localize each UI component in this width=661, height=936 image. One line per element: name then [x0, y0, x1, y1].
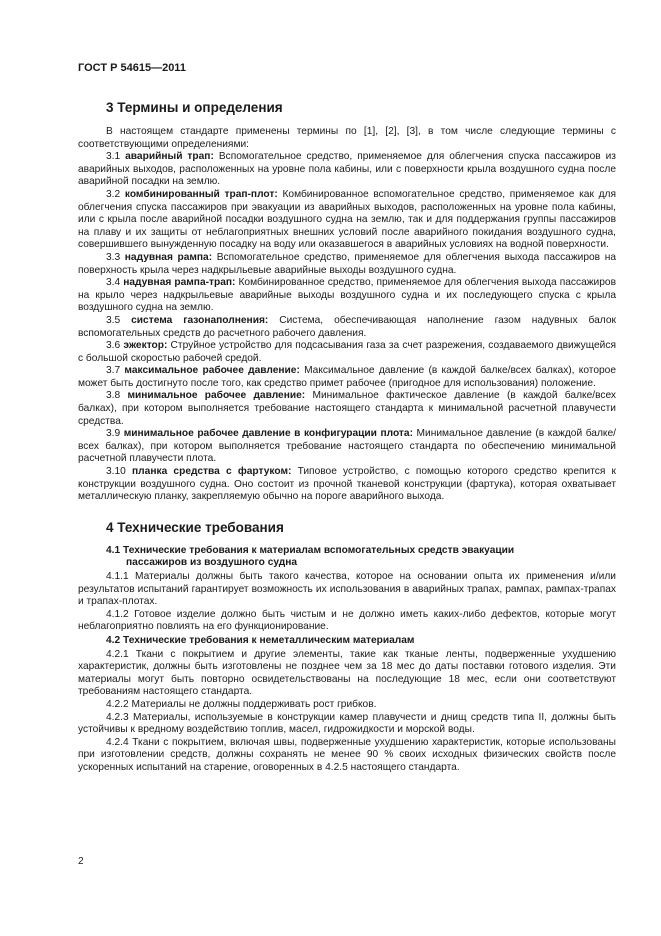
term-3-6-name: эжектор:: [123, 340, 168, 352]
paragraph-4-2-2: 4.2.2 Материалы не должны поддерживать рост грибков.: [106, 698, 377, 710]
section-3-title: 3 Термины и определения: [106, 100, 283, 115]
term-3-5-name: система газонаполнения:: [131, 314, 269, 326]
term-3-7-name: максимальное рабочее давление:: [124, 365, 300, 377]
term-3-4-name: надувная рампа-трап:: [123, 277, 236, 289]
term-3-1-name: аварийный трап:: [125, 151, 214, 163]
paragraph-4-2-4: 4.2.4 Ткани с покрытием, включая швы, подверженные ухудшению характеристик, которые использованы при изготовлении средств, должны сохранять не менее 90 % своих исходных физических свойств после ускоренных испытаний на старение, оговоренных в 4.2.5 настоящего стандарта.: [78, 736, 616, 773]
section-3-intro: В настоящем стандарте применены термины по [1], [2], [3], в том числе следующие термины с соответствующими определениями:: [78, 126, 616, 150]
term-3-1: 3.1 аварийный трап: Вспомогательное средство, применяемое для облегчения спуска пассажиров из аварийных выходов, расположенных на уровне пола кабины, или с поверхности крыла воздушного судна после аварийной посадки на землю.: [78, 151, 616, 188]
subsection-4-2-title: 4.2 Технические требования к неметаллическим материалам: [106, 634, 415, 646]
term-3-9-name: минимальное рабочее давление в конфигурации плота:: [123, 428, 413, 440]
term-3-10: 3.10 планка средства с фартуком: Типовое устройство, с помощью которого средство крепится к конструкции воздушного судна. Оно состоит из прочной тканевой конструкции (фартука), которая охватывает металлическую планку, закрепляемую обычно на пороге аварийного выхода.: [78, 466, 617, 503]
term-3-3-name: надувная рампа:: [124, 251, 213, 263]
section-4-title: 4 Технические требования: [106, 519, 284, 535]
paragraph-4-2-3: 4.2.3 Материалы, используемые в конструкции камер плавучести и днищ средств типа II, должны быть устойчивы к вредному воздействию топлив, масел, гидрожидкости и морской воды.: [78, 711, 616, 736]
page-number: 2: [78, 856, 84, 867]
paragraph-4-1-2: 4.1.2 Готовое изделие должно быть чистым и не должно иметь каких-либо дефектов, которые могут неблагоприятно повлиять на его функционирование.: [78, 608, 616, 633]
term-3-10-name: планка средства с фартуком:: [132, 466, 292, 478]
term-3-2-name: комбинированный трап-плот:: [124, 188, 278, 200]
term-3-3: 3.3 надувная рампа: Вспомогательное средство, применяемое для облегчения выхода пассажиров на поверхность крыла через надкрыльевые аварийные выходы воздушного судна.: [78, 251, 616, 276]
term-3-4: 3.4 надувная рампа-трап: Комбинированное средство, применяемое для облегчения выхода пассажиров на крыло через надкрыльевые аварийные выходы воздушного судна и их последующего спуска с крыла воздушного судна на землю.: [78, 277, 616, 314]
term-3-2: 3.2 комбинированный трап-плот: Комбинированное вспомогательное средство, применяемое как для облегчения спуска пассажиров при эвакуации из аварийных выходов, расположенных на уровне пола кабины, или с крыла после аварийной посадки воздушного судна на землю, так и для поддержания группы пассажиров на плаву и их защиты от неблагоприятных внешних условий после аварийного покидания воздушного судна, совершившего вынужденную посадку на воду или оказавшегося в аварийных условиях на водной поверхности.: [78, 188, 617, 251]
term-3-5: 3.5 система газонаполнения: Система, обеспечивающая наполнение газом надувных балок вспомогательных средств до расчетного рабочего давления.: [78, 314, 616, 339]
page-content: [78, 92, 616, 775]
term-3-9: 3.9 минимальное рабочее давление в конфигурации плота: Минимальное давление (в каждой балке/всех балках), при котором выполняется требование настоящего стандарта по обеспечению минимальной расчетной плавучести плота.: [78, 428, 616, 465]
paragraph-4-2-1: 4.2.1 Ткани с покрытием и другие элементы, такие как тканые ленты, подверженные ухудшению характеристик, должны быть изготовлены не позднее чем за 18 мес до даты поставки готового изделия. Эти материалы могут быть повторно освидетельствованы на последующие 18 мес, если они соответствуют требованиям настоящего стандарта.: [78, 648, 616, 698]
term-3-6: 3.6 эжектор: Струйное устройство для подсасывания газа за счет разрежения, создаваемого движущейся с большой скоростью рабочей средой.: [78, 340, 616, 364]
document-header: ГОСТ Р 54615—2011: [78, 62, 186, 74]
subsection-4-1-title: 4.1 Технические требования к материалам вспомогательных средств эвакуации пассажиров из воздушного судна: [106, 544, 515, 569]
term-3-8: 3.8 минимальное рабочее давление: Минимальное фактическое давление (в каждой балке/всех балках), при котором выполняется требование настоящего стандарта к минимальной расчетной плавучести средства.: [78, 390, 617, 427]
term-3-8-name: минимальное рабочее давление:: [127, 390, 306, 402]
term-3-7: 3.7 максимальное рабочее давление: Максимальное давление (в каждой балке/всех балках), которое может быть достигнуто после того, как средство примет рабочее (пригодное для использования) положение.: [78, 365, 616, 389]
paragraph-4-1-1: 4.1.1 Материалы должны быть такого качества, которое на основании опыта их применения и/или результатов испытаний гарантирует возможность их использования в аварийных трапах, рампах, рампах-трапах и трапах-плотах.: [78, 571, 616, 608]
